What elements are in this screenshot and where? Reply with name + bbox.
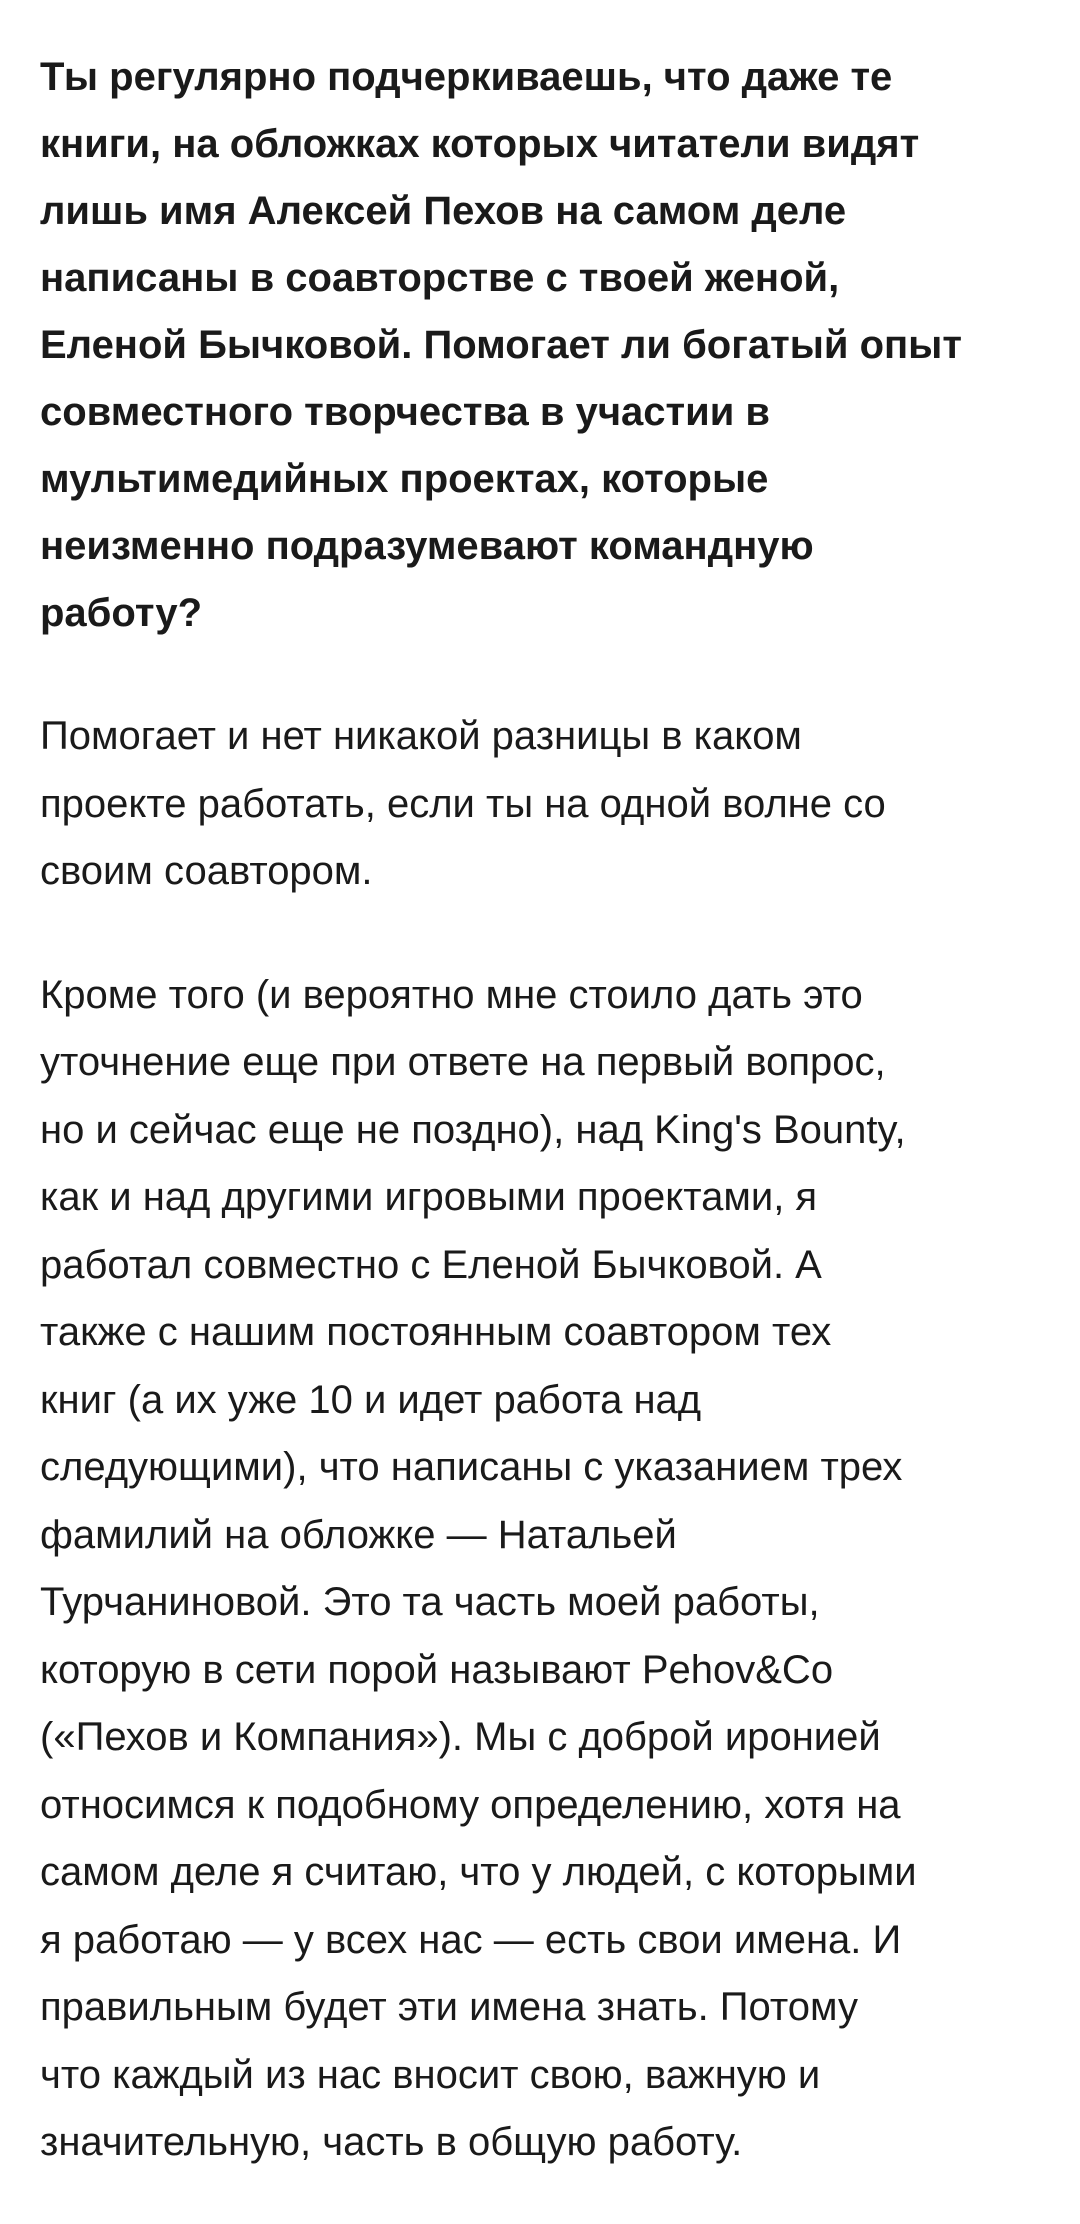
answer-paragraph-2 <box>40 962 1040 2177</box>
answer-line: уточнение еще при ответе на первый вопрос, <box>40 1040 886 1084</box>
answer-line: правильным будет эти имена знать. Потому <box>40 1985 858 2029</box>
question-line: совместного творчества в участии в <box>40 390 771 434</box>
question-line: работу? <box>40 591 203 635</box>
answer-line: следующими), что написаны с указанием трех <box>40 1445 903 1489</box>
interview-question <box>40 44 1040 647</box>
answer-line: относимся к подобному определению, хотя на <box>40 1782 901 1827</box>
question-line: Ты регулярно подчеркиваешь, что даже те <box>40 55 893 99</box>
answer-line: значительную, часть в общую работу. <box>40 2120 743 2164</box>
answer-line: как и над другими игровыми проектами, я <box>40 1175 818 1219</box>
answer-line: Турчаниновой. Это та часть моей работы, <box>40 1580 820 1624</box>
answer-line: книг (а их уже 10 и идет работа над <box>40 1377 702 1422</box>
answer-paragraph-1 <box>40 703 1040 906</box>
answer-line: но и сейчас еще не поздно), над King's Bounty, <box>40 1107 906 1152</box>
answer-line: Кроме того (и вероятно мне стоило дать это <box>40 972 863 1017</box>
question-line: мультимедийных проектах, которые <box>40 457 769 501</box>
answer-line: что каждый из нас вносит свою, важную и <box>40 2052 821 2097</box>
question-line: лишь имя Алексей Пехов на самом деле <box>40 189 847 233</box>
answer-line: также с нашим постоянным соавтором тех <box>40 1310 832 1354</box>
answer-line: Помогает и нет никакой разницы в каком <box>40 714 802 758</box>
answer-line: работал совместно с Еленой Бычковой. А <box>40 1242 822 1287</box>
answer-line: которую в сети порой называют Pehov&Co <box>40 1647 834 1692</box>
answer-line: проекте работать, если ты на одной волне со <box>40 781 886 826</box>
answer-line: я работаю — у всех нас — есть свои имена. И <box>40 1917 902 1962</box>
question-line: книги, на обложках которых читатели видят <box>40 122 920 166</box>
question-line: Еленой Бычковой. Помогает ли богатый опыт <box>40 323 962 367</box>
question-line: написаны в соавторстве с твоей женой, <box>40 256 840 300</box>
answer-line: («Пехов и Компания»). Мы с доброй иронией <box>40 1715 881 1759</box>
answer-line: своим соавтором. <box>40 849 373 893</box>
answer-line: самом деле я считаю, что у людей, с которыми <box>40 1850 917 1894</box>
answer-line: фамилий на обложке — Натальей <box>40 1512 677 1557</box>
question-line: неизменно подразумевают командную <box>40 524 814 568</box>
